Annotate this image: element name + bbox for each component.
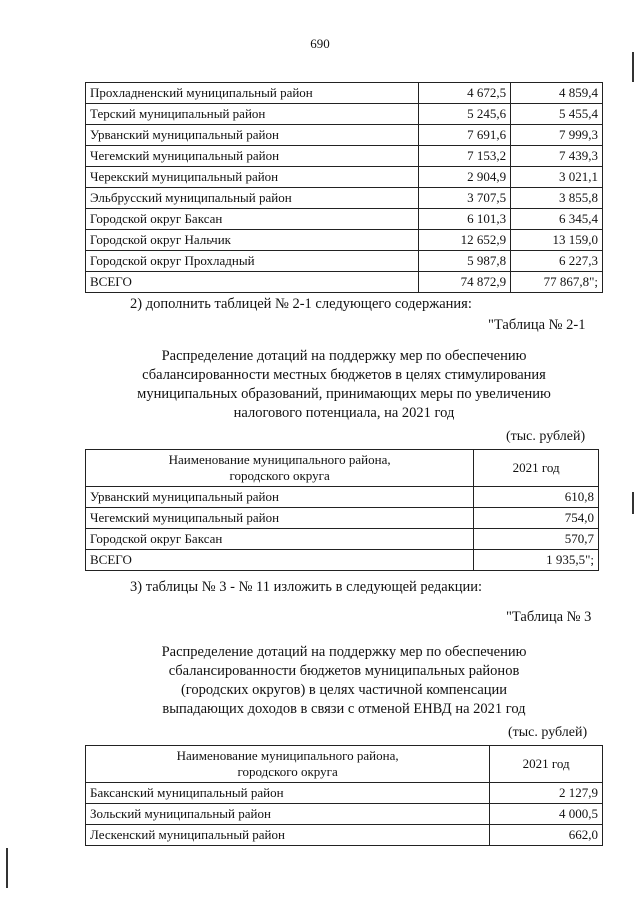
row-value-2: 77 867,8"; bbox=[511, 272, 603, 293]
row-name: Урванский муниципальный район bbox=[86, 125, 419, 146]
table-3-units: (тыс. рублей) bbox=[508, 725, 588, 740]
row-name: Терский муниципальный район bbox=[86, 104, 419, 125]
scan-margin-mark bbox=[632, 52, 634, 82]
row-value: 4 000,5 bbox=[490, 804, 603, 825]
header-year: 2021 год bbox=[474, 450, 599, 487]
table-row bbox=[86, 550, 599, 571]
table-header-row bbox=[86, 450, 599, 487]
row-value-2: 7 999,3 bbox=[511, 125, 603, 146]
table-row bbox=[86, 783, 603, 804]
row-name: Баксанский муниципальный район bbox=[86, 783, 490, 804]
row-value-1: 12 652,9 bbox=[419, 230, 511, 251]
table-3-title bbox=[85, 643, 603, 719]
row-value-1: 2 904,9 bbox=[419, 167, 511, 188]
table-row bbox=[86, 83, 603, 104]
title-line: налогового потенциала, на 2021 год bbox=[233, 405, 455, 421]
title-line: выпадающих доходов в связи с отменой ЕНВД на 2021 год bbox=[162, 701, 526, 717]
row-name: ВСЕГО bbox=[86, 272, 419, 293]
header-name: Наименование муниципального района, городского округа bbox=[86, 746, 490, 783]
row-name: Зольский муниципальный район bbox=[86, 804, 490, 825]
row-value-2: 13 159,0 bbox=[511, 230, 603, 251]
row-value: 1 935,5"; bbox=[474, 550, 599, 571]
row-value-1: 5 245,6 bbox=[419, 104, 511, 125]
row-name: Урванский муниципальный район bbox=[86, 487, 474, 508]
table-row bbox=[86, 508, 599, 529]
row-value: 662,0 bbox=[490, 825, 603, 846]
table-row bbox=[86, 125, 603, 146]
row-name: Эльбрусский муниципальный район bbox=[86, 188, 419, 209]
row-name: Чегемский муниципальный район bbox=[86, 508, 474, 529]
row-name: Лескенский муниципальный район bbox=[86, 825, 490, 846]
table-row bbox=[86, 104, 603, 125]
row-value-1: 74 872,9 bbox=[419, 272, 511, 293]
table-3-caption: "Таблица № 3 bbox=[506, 609, 592, 625]
row-value-2: 3 855,8 bbox=[511, 188, 603, 209]
page-number: 690 bbox=[310, 36, 330, 51]
table-2-1-title bbox=[85, 347, 603, 423]
scan-margin-mark bbox=[632, 492, 634, 514]
row-value-2: 3 021,1 bbox=[511, 167, 603, 188]
header-name: Наименование муниципального района, городского округа bbox=[86, 450, 474, 487]
row-value: 570,7 bbox=[474, 529, 599, 550]
title-line: Распределение дотаций на поддержку мер по обеспечению bbox=[161, 644, 527, 660]
row-name: ВСЕГО bbox=[86, 550, 474, 571]
table-row bbox=[86, 230, 603, 251]
row-value-1: 6 101,3 bbox=[419, 209, 511, 230]
table-row bbox=[86, 487, 599, 508]
table-row bbox=[86, 167, 603, 188]
table-row bbox=[86, 825, 603, 846]
row-value-2: 5 455,4 bbox=[511, 104, 603, 125]
table-2-1-caption: "Таблица № 2-1 bbox=[488, 317, 586, 333]
section-2-intro: 2) дополнить таблицей № 2-1 следующего содержания: bbox=[130, 296, 472, 312]
scan-margin-mark bbox=[6, 848, 8, 888]
table-3 bbox=[85, 745, 603, 846]
table-row bbox=[86, 146, 603, 167]
row-value-2: 6 345,4 bbox=[511, 209, 603, 230]
title-line: сбалансированности местных бюджетов в целях стимулирования bbox=[142, 367, 546, 383]
row-value-1: 7 691,6 bbox=[419, 125, 511, 146]
row-value-1: 7 153,2 bbox=[419, 146, 511, 167]
row-value-1: 5 987,8 bbox=[419, 251, 511, 272]
header-year: 2021 год bbox=[490, 746, 603, 783]
table-row bbox=[86, 209, 603, 230]
row-value-1: 4 672,5 bbox=[419, 83, 511, 104]
table-header-row bbox=[86, 746, 603, 783]
table-row bbox=[86, 251, 603, 272]
row-value-2: 4 859,4 bbox=[511, 83, 603, 104]
row-name: Черекский муниципальный район bbox=[86, 167, 419, 188]
table-row bbox=[86, 804, 603, 825]
row-value: 754,0 bbox=[474, 508, 599, 529]
table-row bbox=[86, 272, 603, 293]
row-value-2: 6 227,3 bbox=[511, 251, 603, 272]
row-value-1: 3 707,5 bbox=[419, 188, 511, 209]
row-name: Городской округ Баксан bbox=[86, 209, 419, 230]
row-value: 610,8 bbox=[474, 487, 599, 508]
section-3-intro: 3) таблицы № 3 - № 11 изложить в следующей редакции: bbox=[130, 579, 483, 595]
table-2-1-units: (тыс. рублей) bbox=[506, 429, 586, 444]
subsidy-table-continued bbox=[85, 82, 603, 293]
row-name: Прохладненский муниципальный район bbox=[86, 83, 419, 104]
row-name: Городской округ Нальчик bbox=[86, 230, 419, 251]
table-row bbox=[86, 188, 603, 209]
row-name: Городской округ Баксан bbox=[86, 529, 474, 550]
table-row bbox=[86, 529, 599, 550]
row-name: Городской округ Прохладный bbox=[86, 251, 419, 272]
row-value-2: 7 439,3 bbox=[511, 146, 603, 167]
title-line: сбалансированности бюджетов муниципальных районов bbox=[168, 663, 520, 679]
title-line: Распределение дотаций на поддержку мер по обеспечению bbox=[161, 348, 527, 364]
title-line: муниципальных образований, принимающих меры по увеличению bbox=[137, 386, 551, 402]
title-line: (городских округов) в целях частичной компенсации bbox=[180, 682, 508, 698]
row-value: 2 127,9 bbox=[490, 783, 603, 804]
row-name: Чегемский муниципальный район bbox=[86, 146, 419, 167]
table-2-1 bbox=[85, 449, 599, 571]
